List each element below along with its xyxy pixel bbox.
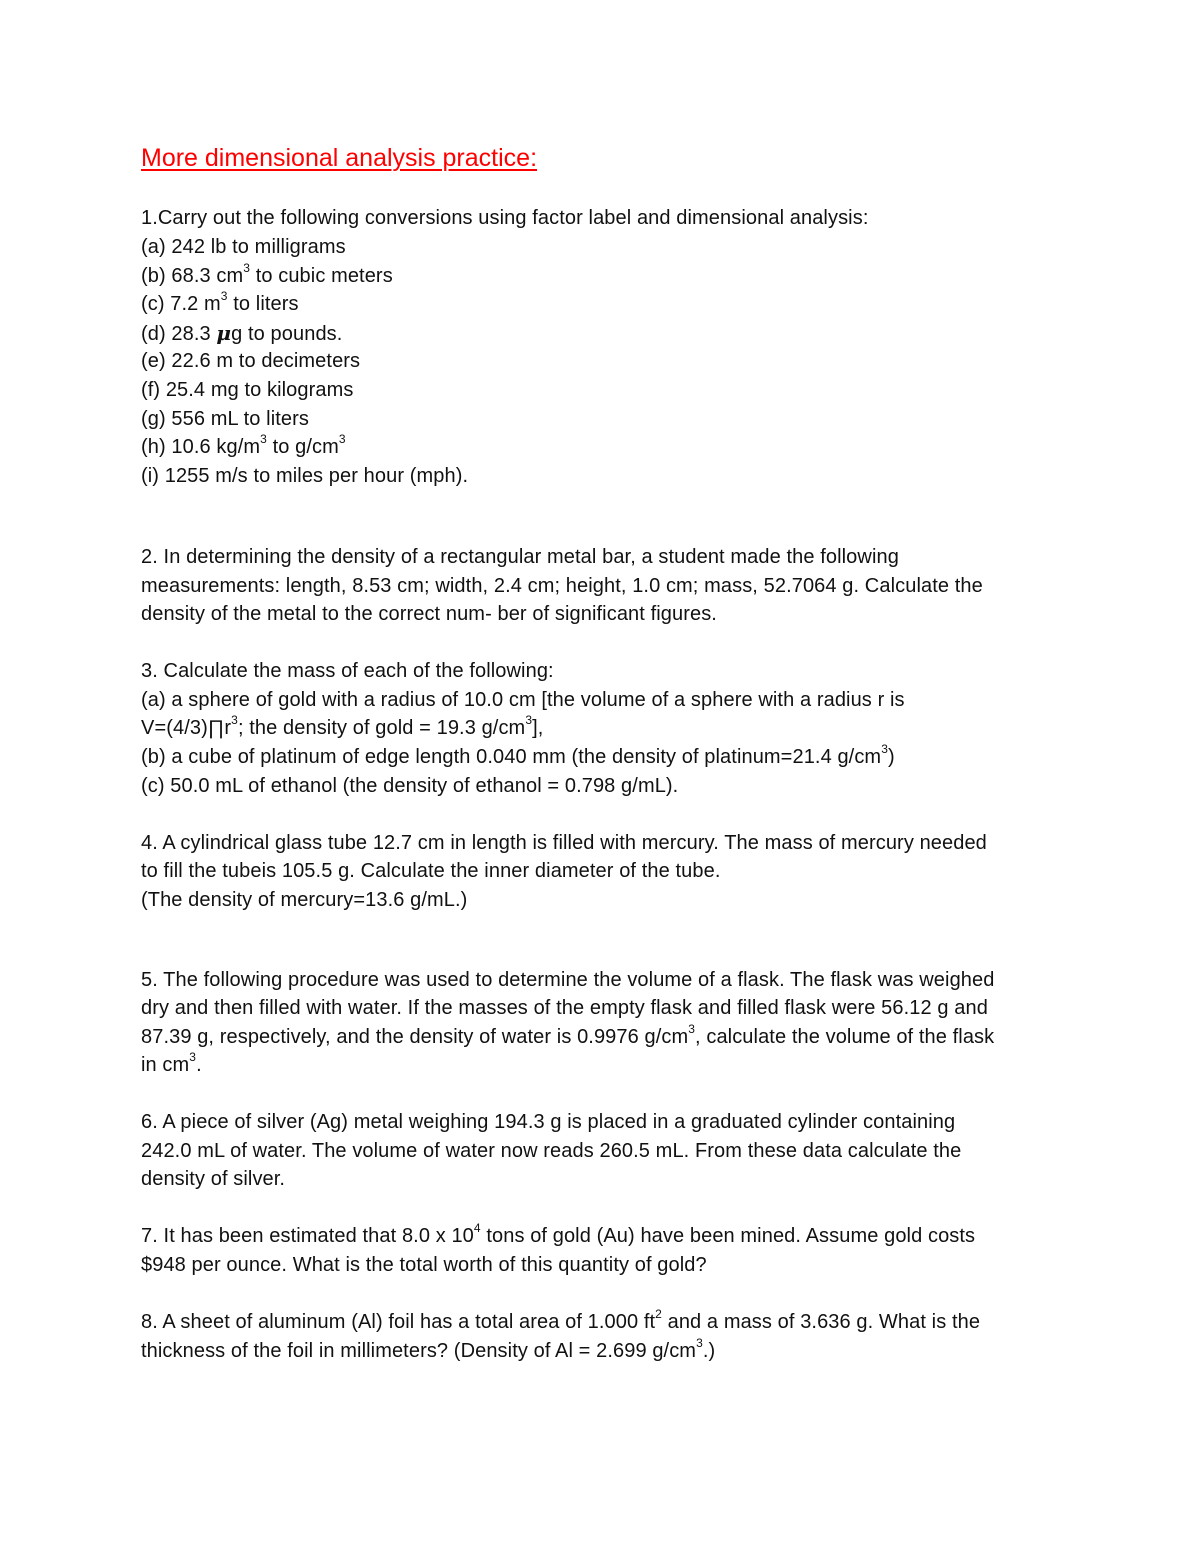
q1-item-c-text: (c) 7.2 m — [141, 293, 221, 315]
q1-item-c-text-end: to liters — [227, 293, 299, 315]
q4-line-3: (The density of mercury=13.6 g/mL.) — [141, 889, 468, 911]
q8-line-1 — [141, 1308, 980, 1336]
q3-line-5: (c) 50.0 mL of ethanol (the density of ethanol = 0.798 g/mL). — [141, 775, 679, 797]
q3-line-3 — [141, 714, 543, 742]
superscript: 3 — [231, 713, 238, 728]
superscript: 3 — [260, 432, 267, 447]
q6-line-2: 242.0 mL of water. The volume of water now reads 260.5 mL. From these data calculate the — [141, 1140, 962, 1162]
q6-line-1: 6. A piece of silver (Ag) metal weighing 194.3 g is placed in a graduated cylinder containing — [141, 1111, 956, 1133]
q3-line-3-text-end: ], — [532, 717, 544, 739]
q1-item-e: (e) 22.6 m to decimeters — [141, 350, 361, 372]
q1-item-b-text: (b) 68.3 cm — [141, 265, 244, 287]
q1-item-d-text-end: g to pounds. — [231, 323, 343, 345]
q1-item-g: (g) 556 mL to liters — [141, 408, 309, 430]
q8-line-1-text: 8. A sheet of aluminum (Al) foil has a total area of 1.000 ft — [141, 1311, 656, 1333]
q1-item-a: (a) 242 lb to milligrams — [141, 236, 346, 258]
q5-line-3-text: 87.39 g, respectively, and the density of water is 0.9976 g/cm — [141, 1026, 689, 1048]
page-title: More dimensional analysis practice: — [141, 144, 538, 172]
q1-item-b — [141, 262, 393, 290]
q1-intro: 1.Carry out the following conversions using factor label and dimensional analysis: — [141, 207, 869, 229]
q8-line-2-text: thickness of the foil in millimeters? (Density of Al = 2.699 g/cm — [141, 1340, 697, 1362]
q2-line-1: 2. In determining the density of a rectangular metal bar, a student made the following — [141, 546, 899, 568]
q1-item-c — [141, 290, 299, 318]
q5-line-3 — [141, 1023, 994, 1051]
superscript: 3 — [525, 713, 533, 728]
q1-item-f: (f) 25.4 mg to kilograms — [141, 379, 354, 401]
superscript: 4 — [473, 1221, 481, 1236]
q5-line-4 — [141, 1051, 202, 1079]
superscript: 3 — [338, 432, 346, 447]
q5-line-3-text-end: , calculate the volume of the flask — [695, 1026, 995, 1048]
q5-line-1: 5. The following procedure was used to determine the volume of a flask. The flask was weighed — [141, 969, 995, 991]
q2-line-2: measurements: length, 8.53 cm; width, 2.4 cm; height, 1.0 cm; mass, 52.7064 g. Calculate the — [141, 575, 983, 597]
q7-line-1-text: 7. It has been estimated that 8.0 x 10 — [141, 1225, 474, 1247]
q3-line-4-text-end: ) — [887, 746, 895, 768]
mu-symbol: μ — [216, 321, 232, 345]
q3-line-3-text: V=(4/3)∏r — [141, 717, 232, 739]
q3-line-3-text-mid: ; the density of gold = 19.3 g/cm — [237, 717, 526, 739]
q1-item-d-text: (d) 28.3 — [141, 323, 217, 345]
q1-item-b-text-end: to cubic meters — [250, 265, 393, 287]
q4-line-1: 4. A cylindrical glass tube 12.7 cm in length is filled with mercury. The mass of mercury needed — [141, 832, 987, 854]
q6-line-3: density of silver. — [141, 1168, 286, 1190]
superscript: 2 — [655, 1307, 662, 1322]
q3-line-2: (a) a sphere of gold with a radius of 10.0 cm [the volume of a sphere with a radius r is — [141, 689, 905, 711]
q8-line-2 — [141, 1337, 715, 1365]
q5-line-2: dry and then filled with water. If the masses of the empty flask and filled flask were 56.12 g and — [141, 997, 988, 1019]
q8-line-2-text-end: .) — [702, 1340, 716, 1362]
q1-item-h-text: (h) 10.6 kg/m — [141, 436, 261, 458]
q1-item-i: (i) 1255 m/s to miles per hour (mph). — [141, 465, 469, 487]
q5-line-4-text-end: . — [196, 1054, 202, 1076]
superscript: 3 — [243, 261, 251, 276]
superscript: 3 — [881, 742, 888, 757]
q7-line-2: $948 per ounce. What is the total worth of this quantity of gold? — [141, 1254, 707, 1276]
superscript: 3 — [696, 1336, 703, 1351]
q1-item-d — [141, 319, 342, 348]
superscript: 3 — [189, 1050, 197, 1065]
superscript: 3 — [688, 1022, 696, 1037]
superscript: 3 — [220, 289, 228, 304]
q5-line-4-text: in cm — [141, 1054, 190, 1076]
q4-line-2: to fill the tubeis 105.5 g. Calculate the inner diameter of the tube. — [141, 860, 721, 882]
q3-line-1: 3. Calculate the mass of each of the following: — [141, 660, 554, 682]
q1-item-h — [141, 433, 346, 461]
q8-line-1-text-end: and a mass of 3.636 g. What is the — [661, 1311, 981, 1333]
q3-line-4-text: (b) a cube of platinum of edge length 0.040 mm (the density of platinum=21.4 g/cm — [141, 746, 882, 768]
q7-line-1-text-end: tons of gold (Au) have been mined. Assume gold costs — [480, 1225, 976, 1247]
q3-line-4 — [141, 743, 895, 771]
q7-line-1 — [141, 1222, 975, 1250]
q1-item-h-text-mid: to g/cm — [266, 436, 339, 458]
q2-line-3: density of the metal to the correct num- ber of significant figures. — [141, 603, 717, 625]
